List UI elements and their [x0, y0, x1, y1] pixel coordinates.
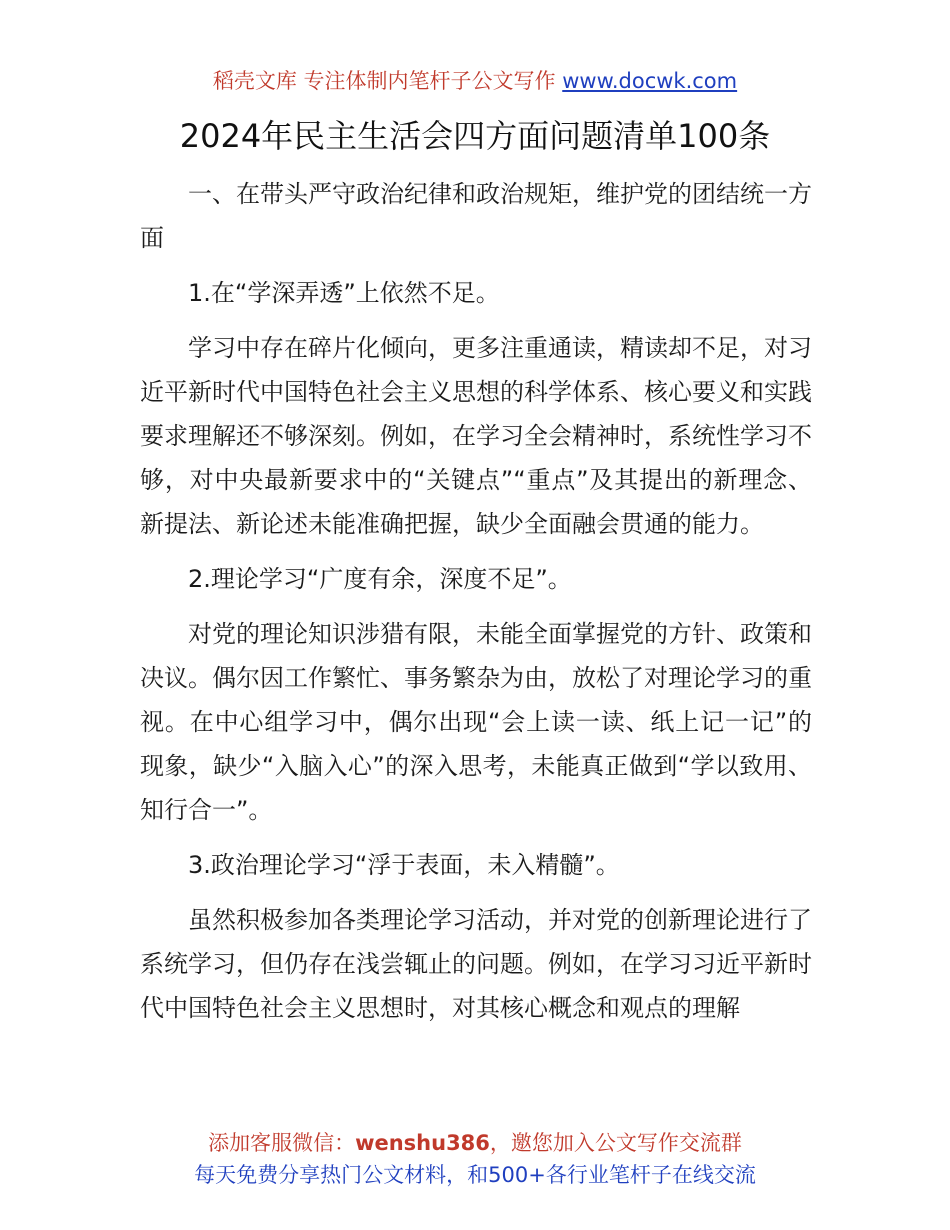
item-heading-1: 1.在“学深弄透”上依然不足。: [188, 279, 500, 307]
site-header: [0, 66, 950, 96]
document-title: 2024年民主生活会四方面问题清单100条: [179, 117, 771, 155]
item-heading-2: 2.理论学习“广度有余，深度不足”。: [188, 565, 572, 593]
footer-wechat-suffix: ，邀您加入公文写作交流群: [489, 1131, 742, 1155]
section-heading: 一、在带头严守政治纪律和政治规矩，维护党的团结统一方面: [140, 180, 812, 252]
header-website-link[interactable]: www.docwk.com: [562, 69, 738, 93]
item-body-2: 对党的理论知识涉猎有限，未能全面掌握党的方针、政策和决议。偶尔因工作繁忙、事务繁杂为由，放松了对理论学习的重视。在中心组学习中，偶尔出现“会上读一读、纸上记一记”的现象，缺少“入脑入心”的深入思考，未能真正做到“学以致用、知行合一”。: [140, 620, 812, 824]
document-body: [140, 172, 812, 1041]
item-body-1: 学习中存在碎片化倾向，更多注重通读，精读却不足，对习近平新时代中国特色社会主义思想的科学体系、核心要义和实践要求理解还不够深刻。例如，在学习全会精神时，系统性学习不够，对中央最新要求中的“关键点”“重点”及其提出的新理念、新提法、新论述未能准确把握，缺少全面融会贯通的能力。: [140, 334, 812, 538]
item-heading-3: 3.政治理论学习“浮于表面，未入精髓”。: [188, 851, 620, 879]
footer-wechat-id: wenshu386: [355, 1131, 490, 1155]
footer-wechat-prefix: 添加客服微信：: [208, 1131, 356, 1155]
item-body-3: 虽然积极参加各类理论学习活动，并对党的创新理论进行了系统学习，但仍存在浅尝辄止的问题。例如，在学习习近平新时代中国特色社会主义思想时，对其核心概念和观点的理解: [140, 906, 812, 1022]
footer-wechat-line: [0, 1128, 950, 1158]
header-brand-text: 稻壳文库 专注体制内笔杆子公文写作: [212, 69, 556, 93]
footer-share-line: 每天免费分享热门公文材料，和500+各行业笔杆子在线交流: [194, 1163, 756, 1187]
